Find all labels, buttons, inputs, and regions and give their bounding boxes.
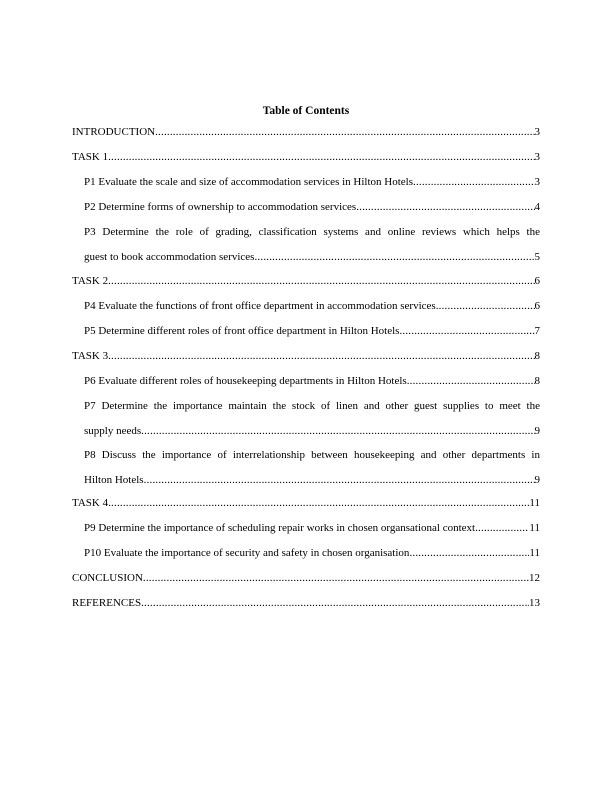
toc-entry-p7[interactable] [84,394,540,443]
toc-entry-task2[interactable] [72,269,540,294]
toc-entry-task3[interactable] [72,344,540,369]
toc-entry-text: TASK 2 [72,275,109,287]
toc-entry-text: TASK 3 [72,350,109,362]
toc-entry-text: supply needs [84,424,142,437]
toc-leader [254,245,534,270]
toc-entry-text-line1: P8 Discuss the importance of interrelationship between housekeeping and other departments in [84,449,540,461]
toc-entry-p4[interactable] [84,294,540,319]
toc-page-number: 8 [534,350,540,362]
toc-page-number: 9 [534,473,540,486]
toc-entry-p8[interactable] [84,443,540,492]
toc-entry-text: P2 Determine forms of ownership to accommodation services [84,201,357,213]
toc-entry-text: REFERENCES [72,597,142,609]
toc-leader [144,468,535,493]
toc-leader [108,269,534,294]
toc-leader [108,344,534,369]
toc-entry-p9[interactable] [84,516,540,541]
toc-leader [143,566,529,591]
toc-entry-text: P4 Evaluate the functions of front office department in accommodation services [84,300,436,312]
toc-leader [475,516,529,541]
toc-entry-text: P9 Determine the importance of scheduling repair works in chosen organsational context [84,522,476,534]
toc-entry-introduction[interactable] [72,120,540,145]
toc-page-number: 11 [529,547,540,559]
toc-leader [409,541,529,566]
toc-entry-text: P1 Evaluate the scale and size of accommodation services in Hilton Hotels [84,176,413,188]
toc-entry-p5[interactable] [84,319,540,344]
toc-page-number: 5 [534,250,540,263]
toc-entry-task4[interactable] [72,491,540,516]
toc-entry-p10[interactable] [84,541,540,566]
toc-page-number: 13 [529,597,540,609]
toc-entry-text: P10 Evaluate the importance of security and safety in chosen organisation [84,547,410,559]
toc-entry-p3[interactable] [84,220,540,269]
toc-page-number: 6 [534,300,540,312]
toc-entry-conclusion[interactable] [72,566,540,591]
toc-leader [413,170,535,195]
toc-leader [436,294,535,319]
toc-page-number: 4 [534,201,540,213]
toc-page-number: 9 [534,424,540,437]
toc-title: Table of Contents [262,105,350,117]
toc-page-number: 11 [529,497,540,509]
toc-leader [356,195,534,220]
toc-entry-text: CONCLUSION [72,572,143,584]
toc-leader [141,419,534,444]
toc-entry-text: TASK 4 [72,497,109,509]
toc-page-number: 3 [534,126,540,138]
toc-entry-text: TASK 1 [72,151,109,163]
toc-leader [108,145,534,170]
toc-leader [399,319,534,344]
toc-entry-text: guest to book accommodation services [84,250,255,263]
toc-entry-p2[interactable] [84,195,540,220]
toc-entry-p6[interactable] [84,369,540,394]
toc-entry-text: P5 Determine different roles of front office department in Hilton Hotels [84,325,400,337]
toc-entry-text-line1: P3 Determine the role of grading, classification systems and online reviews which helps the [84,226,540,238]
toc-entry-task1[interactable] [72,145,540,170]
toc-page-number: 6 [534,275,540,287]
toc-page-number: 8 [534,375,540,387]
toc-leader [141,591,529,616]
toc-leader [155,120,534,145]
toc-page-number: 12 [529,572,540,584]
toc-page-number: 3 [534,176,540,188]
toc-entry-references[interactable] [72,591,540,616]
toc-page-number: 11 [529,522,540,534]
toc-entry-text: Hilton Hotels [84,473,144,486]
toc-entry-text: P6 Evaluate different roles of housekeeping departments in Hilton Hotels [84,375,407,387]
toc-entry-text: INTRODUCTION [72,126,156,138]
toc-entry-p1[interactable] [84,170,540,195]
toc-leader [407,369,535,394]
toc-leader [108,491,529,516]
toc-page-number: 3 [534,151,540,163]
toc-entry-text-line1: P7 Determine the importance maintain the stock of linen and other guest supplies to meet the [84,400,540,412]
toc-page-number: 7 [534,325,540,337]
